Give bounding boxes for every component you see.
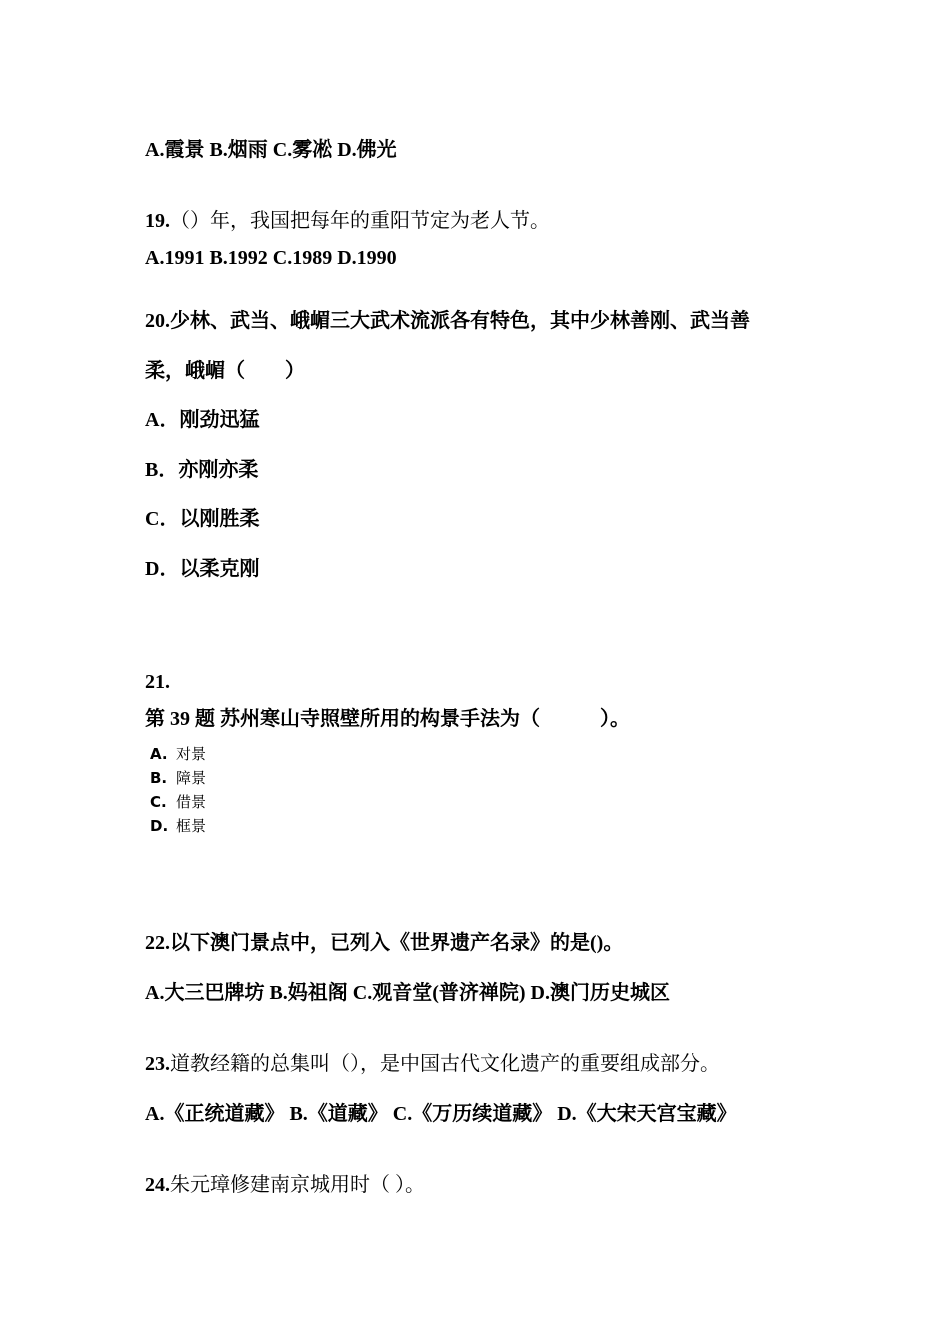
q21-option-b-text: 障景 (176, 769, 207, 787)
q21-option-d-text: 框景 (176, 817, 207, 835)
q19-options: A.1991 B.1992 C.1989 D.1990 (145, 247, 397, 269)
q21-option-d (150, 816, 206, 836)
q21-option-c (150, 792, 206, 812)
q21-option-b (150, 768, 206, 788)
q23-options: A.《正统道藏》 B.《道藏》 C.《万历续道藏》 D.《大宋天宫宝藏》 (145, 1103, 737, 1125)
q19-question (145, 208, 550, 234)
q21-option-a-text: 对景 (176, 745, 207, 763)
q20-question-line1: 20.少林、武当、峨嵋三大武术流派各有特色，其中少林善刚、武当善 (145, 310, 750, 332)
q21-option-b-key: B. (150, 769, 168, 787)
q21-option-d-key: D. (150, 817, 169, 835)
q24-number: 24. (145, 1174, 170, 1196)
q20-option-c: C．以刚胜柔 (145, 508, 260, 530)
q20-question-line2: 柔，峨嵋（ ） (145, 360, 305, 382)
q21-question: 第 39 题 苏州寒山寺照壁所用的构景手法为（ ）。 (145, 708, 630, 730)
q20-option-b: B．亦刚亦柔 (145, 459, 259, 481)
q23-question (145, 1051, 720, 1077)
q18-options: A.霞景 B.烟雨 C.雾凇 D.佛光 (145, 139, 397, 161)
q21-option-a (150, 744, 206, 764)
q21-option-a-key: A. (150, 745, 168, 763)
q24-text: 朱元璋修建南京城用时（ ）。 (170, 1174, 425, 1196)
q20-option-a: A．刚劲迅猛 (145, 409, 260, 431)
q21-option-c-key: C. (150, 793, 167, 811)
q24-question (145, 1172, 425, 1198)
q22-options: A.大三巴牌坊 B.妈祖阁 C.观音堂(普济禅院) D.澳门历史城区 (145, 982, 670, 1004)
q19-number: 19. (145, 210, 170, 232)
q21-option-c-text: 借景 (176, 793, 207, 811)
q19-text: （）年，我国把每年的重阳节定为老人节。 (170, 210, 550, 232)
q23-text: 道教经籍的总集叫（），是中国古代文化遗产的重要组成部分。 (170, 1053, 720, 1075)
q23-number: 23. (145, 1053, 170, 1075)
q21-number: 21. (145, 671, 170, 693)
q22-question: 22.以下澳门景点中，已列入《世界遗产名录》的是()。 (145, 932, 624, 954)
q20-option-d: D．以柔克刚 (145, 558, 260, 580)
